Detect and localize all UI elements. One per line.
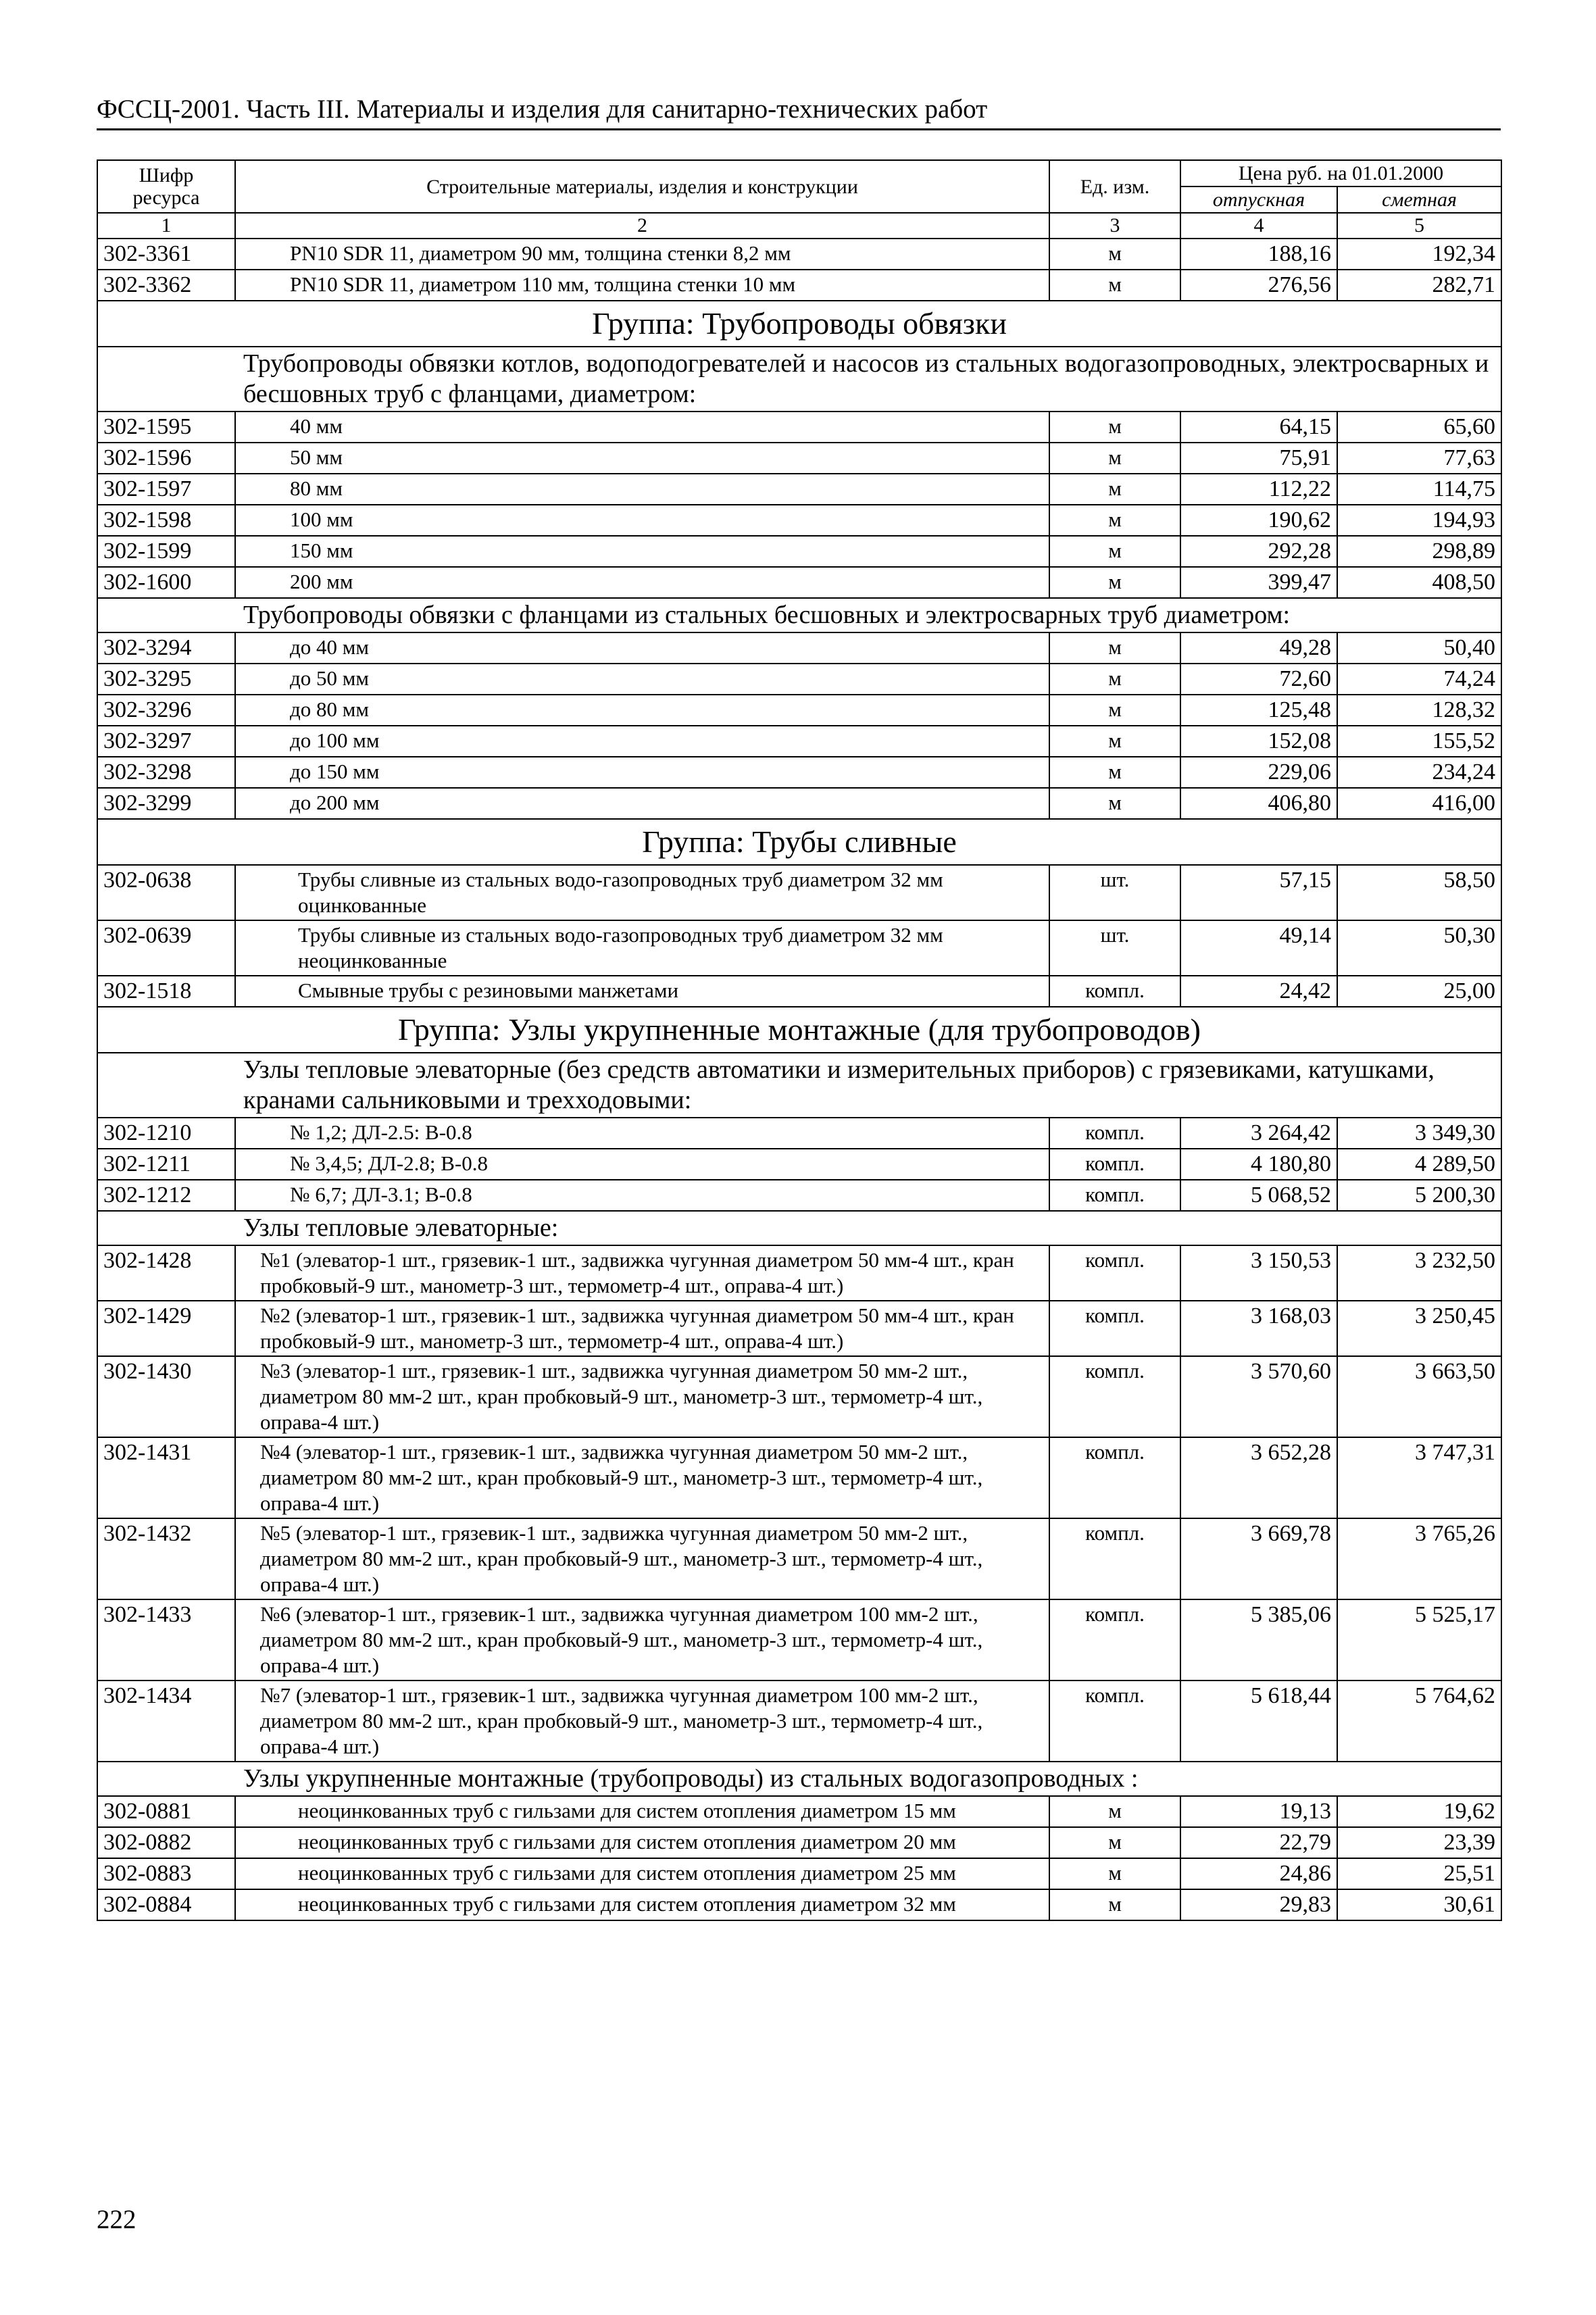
table-row (97, 788, 1501, 819)
release-price: 5 385,06 (1180, 1599, 1337, 1681)
item-name: №4 (элеватор-1 шт., грязевик-1 шт., задвижка чугунная диаметром 50 мм-2 шт., диаметром 80 мм-2 шт., кран пробковый-9 шт., манометр-3 шт., термометр-4 шт., оправа-4 шт.) (235, 1437, 1049, 1518)
release-price: 75,91 (1180, 443, 1337, 474)
unit-cell: м (1049, 695, 1180, 726)
price-table (97, 159, 1502, 1921)
table-row (97, 1518, 1501, 1599)
item-name: до 80 мм (235, 695, 1049, 726)
section-code-cell (97, 1211, 235, 1245)
release-price: 29,83 (1180, 1889, 1337, 1920)
group-title: Группа: Трубопроводы обвязки (97, 301, 1501, 347)
resource-code: 302-0882 (97, 1827, 235, 1858)
unit-cell: м (1049, 1827, 1180, 1858)
item-name: №6 (элеватор-1 шт., грязевик-1 шт., задвижка чугунная диаметром 100 мм-2 шт., диаметром 80 мм-2 шт., кран пробковый-9 шт., манометр-3 шт., термометр-4 шт., оправа-4 шт.) (235, 1599, 1049, 1681)
release-price: 3 264,42 (1180, 1118, 1337, 1149)
table-row (97, 757, 1501, 788)
table-row (97, 1858, 1501, 1889)
item-name: 40 мм (235, 412, 1049, 443)
resource-code: 302-3362 (97, 270, 235, 301)
index-cell: 1 (97, 213, 235, 239)
resource-code: 302-0638 (97, 865, 235, 920)
table-row (97, 567, 1501, 598)
item-name: неоцинкованных труб с гильзами для систем отопления диаметром 32 мм (235, 1889, 1049, 1920)
release-price: 188,16 (1180, 239, 1337, 270)
unit-cell: м (1049, 788, 1180, 819)
release-price: 3 652,28 (1180, 1437, 1337, 1518)
table-row (97, 1681, 1501, 1762)
unit-cell: м (1049, 239, 1180, 270)
resource-code: 302-1434 (97, 1681, 235, 1762)
release-price: 229,06 (1180, 757, 1337, 788)
release-price: 49,14 (1180, 920, 1337, 976)
release-price: 24,86 (1180, 1858, 1337, 1889)
item-name: до 40 мм (235, 632, 1049, 664)
table-row (97, 474, 1501, 505)
resource-code: 302-1518 (97, 976, 235, 1007)
estimate-price: 4 289,50 (1337, 1149, 1501, 1180)
table-row (97, 505, 1501, 536)
table-row (97, 632, 1501, 664)
item-name: неоцинкованных труб с гильзами для систем отопления диаметром 15 мм (235, 1796, 1049, 1827)
release-price: 72,60 (1180, 664, 1337, 695)
unit-cell: м (1049, 1796, 1180, 1827)
estimate-price: 234,24 (1337, 757, 1501, 788)
section-row (97, 1211, 1501, 1245)
item-name: неоцинкованных труб с гильзами для систем отопления диаметром 25 мм (235, 1858, 1049, 1889)
estimate-price: 114,75 (1337, 474, 1501, 505)
index-cell: 3 (1049, 213, 1180, 239)
resource-code: 302-1433 (97, 1599, 235, 1681)
table-row (97, 412, 1501, 443)
estimate-price: 58,50 (1337, 865, 1501, 920)
item-name: PN10 SDR 11, диаметром 90 мм, толщина стенки 8,2 мм (235, 239, 1049, 270)
release-price: 125,48 (1180, 695, 1337, 726)
resource-code: 302-1211 (97, 1149, 235, 1180)
estimate-price: 74,24 (1337, 664, 1501, 695)
item-name: Трубы сливные из стальных водо-газопроводных труб диаметром 32 мм неоцинкованные (235, 920, 1049, 976)
item-name: №1 (элеватор-1 шт., грязевик-1 шт., задвижка чугунная диаметром 50 мм-4 шт., кран пробковый-9 шт., манометр-3 шт., термометр-4 шт., оправа-4 шт.) (235, 1245, 1049, 1301)
unit-cell: м (1049, 726, 1180, 757)
estimate-price: 3 765,26 (1337, 1518, 1501, 1599)
unit-cell: компл. (1049, 1518, 1180, 1599)
resource-code: 302-1600 (97, 567, 235, 598)
page-header: ФССЦ-2001. Часть III. Материалы и изделия для санитарно-технических работ (97, 93, 1501, 130)
unit-cell: м (1049, 1889, 1180, 1920)
estimate-price: 25,51 (1337, 1858, 1501, 1889)
resource-code: 302-0639 (97, 920, 235, 976)
release-price: 3 150,53 (1180, 1245, 1337, 1301)
release-price: 64,15 (1180, 412, 1337, 443)
unit-cell: м (1049, 270, 1180, 301)
unit-cell: компл. (1049, 1356, 1180, 1437)
unit-cell: м (1049, 567, 1180, 598)
release-price: 5 068,52 (1180, 1180, 1337, 1211)
table-row (97, 1245, 1501, 1301)
release-price: 152,08 (1180, 726, 1337, 757)
estimate-price: 3 232,50 (1337, 1245, 1501, 1301)
estimate-price: 5 764,62 (1337, 1681, 1501, 1762)
unit-cell: компл. (1049, 1118, 1180, 1149)
section-row (97, 347, 1501, 412)
resource-code: 302-1210 (97, 1118, 235, 1149)
release-price: 57,15 (1180, 865, 1337, 920)
estimate-price: 282,71 (1337, 270, 1501, 301)
table-row (97, 1149, 1501, 1180)
estimate-price: 298,89 (1337, 536, 1501, 567)
section-code-cell (97, 347, 235, 412)
unit-cell: м (1049, 443, 1180, 474)
item-name: неоцинкованных труб с гильзами для систем отопления диаметром 20 мм (235, 1827, 1049, 1858)
unit-cell: компл. (1049, 1437, 1180, 1518)
table-row (97, 1356, 1501, 1437)
release-price: 3 168,03 (1180, 1301, 1337, 1356)
unit-cell: м (1049, 664, 1180, 695)
resource-code: 302-1430 (97, 1356, 235, 1437)
resource-code: 302-1428 (97, 1245, 235, 1301)
estimate-price: 194,93 (1337, 505, 1501, 536)
estimate-price: 19,62 (1337, 1796, 1501, 1827)
resource-code: 302-1595 (97, 412, 235, 443)
unit-cell: м (1049, 536, 1180, 567)
item-name: до 150 мм (235, 757, 1049, 788)
estimate-price: 3 663,50 (1337, 1356, 1501, 1437)
section-row (97, 1762, 1501, 1796)
item-name: № 1,2; ДЛ-2.5: В-0.8 (235, 1118, 1049, 1149)
estimate-price: 65,60 (1337, 412, 1501, 443)
unit-cell: м (1049, 632, 1180, 664)
resource-code: 302-0883 (97, 1858, 235, 1889)
unit-cell: компл. (1049, 976, 1180, 1007)
unit-cell: м (1049, 757, 1180, 788)
table-row (97, 1118, 1501, 1149)
release-price: 49,28 (1180, 632, 1337, 664)
item-name: № 6,7; ДЛ-3.1; В-0.8 (235, 1180, 1049, 1211)
resource-code: 302-0881 (97, 1796, 235, 1827)
item-name: до 50 мм (235, 664, 1049, 695)
index-cell: 4 (1180, 213, 1337, 239)
section-title: Трубопроводы обвязки котлов, водоподогревателей и насосов из стальных водогазопроводных, электросварных и бесшовных труб с фланцами, диаметром: (235, 347, 1501, 412)
release-price: 112,22 (1180, 474, 1337, 505)
resource-code: 302-1431 (97, 1437, 235, 1518)
index-cell: 5 (1337, 213, 1501, 239)
page-number: 222 (97, 2205, 136, 2234)
header-code: Шифр ресурса (97, 160, 235, 213)
item-name: до 200 мм (235, 788, 1049, 819)
unit-cell: компл. (1049, 1149, 1180, 1180)
unit-cell: шт. (1049, 920, 1180, 976)
section-title: Узлы тепловые элеваторные (без средств автоматики и измерительных приборов) с грязевиками, катушками, кранами сальниковыми и трехходовыми: (235, 1053, 1501, 1118)
unit-cell: м (1049, 505, 1180, 536)
section-title: Узлы тепловые элеваторные: (235, 1211, 1501, 1245)
table-row (97, 1180, 1501, 1211)
estimate-price: 408,50 (1337, 567, 1501, 598)
table-row (97, 976, 1501, 1007)
estimate-price: 3 349,30 (1337, 1118, 1501, 1149)
unit-cell: компл. (1049, 1301, 1180, 1356)
section-row (97, 598, 1501, 632)
unit-cell: шт. (1049, 865, 1180, 920)
table-row (97, 664, 1501, 695)
estimate-price: 23,39 (1337, 1827, 1501, 1858)
resource-code: 302-3297 (97, 726, 235, 757)
release-price: 4 180,80 (1180, 1149, 1337, 1180)
item-name: №3 (элеватор-1 шт., грязевик-1 шт., задвижка чугунная диаметром 50 мм-2 шт., диаметром 80 мм-2 шт., кран пробковый-9 шт., манометр-3 шт., термометр-4 шт., оправа-4 шт.) (235, 1356, 1049, 1437)
table-row (97, 695, 1501, 726)
estimate-price: 50,40 (1337, 632, 1501, 664)
section-title: Узлы укрупненные монтажные (трубопроводы) из стальных водогазопроводных : (235, 1762, 1501, 1796)
resource-code: 302-1432 (97, 1518, 235, 1599)
estimate-price: 192,34 (1337, 239, 1501, 270)
resource-code: 302-3299 (97, 788, 235, 819)
unit-cell: компл. (1049, 1599, 1180, 1681)
table-row (97, 1827, 1501, 1858)
table-row (97, 270, 1501, 301)
estimate-price: 416,00 (1337, 788, 1501, 819)
estimate-price: 3 747,31 (1337, 1437, 1501, 1518)
resource-code: 302-1597 (97, 474, 235, 505)
resource-code: 302-1599 (97, 536, 235, 567)
item-name: № 3,4,5; ДЛ-2.8; В-0.8 (235, 1149, 1049, 1180)
resource-code: 302-1598 (97, 505, 235, 536)
release-price: 190,62 (1180, 505, 1337, 536)
unit-cell: компл. (1049, 1245, 1180, 1301)
unit-cell: м (1049, 412, 1180, 443)
column-header-row (97, 160, 1501, 186)
section-row (97, 1053, 1501, 1118)
table-row (97, 443, 1501, 474)
table-row (97, 239, 1501, 270)
item-name: Трубы сливные из стальных водо-газопроводных труб диаметром 32 мм оцинкованные (235, 865, 1049, 920)
header-name: Строительные материалы, изделия и конструкции (235, 160, 1049, 213)
section-code-cell (97, 1053, 235, 1118)
item-name: 150 мм (235, 536, 1049, 567)
item-name: до 100 мм (235, 726, 1049, 757)
item-name: 80 мм (235, 474, 1049, 505)
estimate-price: 3 250,45 (1337, 1301, 1501, 1356)
group-title-row (97, 301, 1501, 347)
resource-code: 302-3298 (97, 757, 235, 788)
release-price: 22,79 (1180, 1827, 1337, 1858)
estimate-price: 128,32 (1337, 695, 1501, 726)
section-title: Трубопроводы обвязки с фланцами из стальных бесшовных и электросварных труб диаметром: (235, 598, 1501, 632)
group-title-row (97, 1007, 1501, 1053)
unit-cell: компл. (1049, 1180, 1180, 1211)
resource-code: 302-3294 (97, 632, 235, 664)
table-row (97, 1599, 1501, 1681)
section-code-cell (97, 1762, 235, 1796)
estimate-price: 30,61 (1337, 1889, 1501, 1920)
item-name: 100 мм (235, 505, 1049, 536)
table-row (97, 865, 1501, 920)
table-row (97, 1796, 1501, 1827)
group-title-row (97, 819, 1501, 865)
item-name: №7 (элеватор-1 шт., грязевик-1 шт., задвижка чугунная диаметром 100 мм-2 шт., диаметром 80 мм-2 шт., кран пробковый-9 шт., манометр-3 шт., термометр-4 шт., оправа-4 шт.) (235, 1681, 1049, 1762)
column-index-row (97, 213, 1501, 239)
release-price: 406,80 (1180, 788, 1337, 819)
header-price-release: отпускная (1180, 186, 1337, 213)
table-row (97, 726, 1501, 757)
resource-code: 302-3361 (97, 239, 235, 270)
item-name: Смывные трубы с резиновыми манжетами (235, 976, 1049, 1007)
release-price: 24,42 (1180, 976, 1337, 1007)
index-cell: 2 (235, 213, 1049, 239)
table-row (97, 1437, 1501, 1518)
table-row (97, 536, 1501, 567)
release-price: 19,13 (1180, 1796, 1337, 1827)
group-title: Группа: Узлы укрупненные монтажные (для трубопроводов) (97, 1007, 1501, 1053)
resource-code: 302-0884 (97, 1889, 235, 1920)
item-name: №2 (элеватор-1 шт., грязевик-1 шт., задвижка чугунная диаметром 50 мм-4 шт., кран пробковый-9 шт., манометр-3 шт., термометр-4 шт., оправа-4 шт.) (235, 1301, 1049, 1356)
table-row (97, 1889, 1501, 1920)
section-code-cell (97, 598, 235, 632)
release-price: 3 570,60 (1180, 1356, 1337, 1437)
release-price: 5 618,44 (1180, 1681, 1337, 1762)
estimate-price: 5 200,30 (1337, 1180, 1501, 1211)
estimate-price: 5 525,17 (1337, 1599, 1501, 1681)
resource-code: 302-3296 (97, 695, 235, 726)
unit-cell: компл. (1049, 1681, 1180, 1762)
unit-cell: м (1049, 1858, 1180, 1889)
header-price-estimate: сметная (1337, 186, 1501, 213)
item-name: 200 мм (235, 567, 1049, 598)
release-price: 292,28 (1180, 536, 1337, 567)
item-name: PN10 SDR 11, диаметром 110 мм, толщина стенки 10 мм (235, 270, 1049, 301)
unit-cell: м (1049, 474, 1180, 505)
resource-code: 302-1429 (97, 1301, 235, 1356)
table-row (97, 920, 1501, 976)
estimate-price: 155,52 (1337, 726, 1501, 757)
item-name: №5 (элеватор-1 шт., грязевик-1 шт., задвижка чугунная диаметром 50 мм-2 шт., диаметром 80 мм-2 шт., кран пробковый-9 шт., манометр-3 шт., термометр-4 шт., оправа-4 шт.) (235, 1518, 1049, 1599)
release-price: 276,56 (1180, 270, 1337, 301)
group-title: Группа: Трубы сливные (97, 819, 1501, 865)
release-price: 3 669,78 (1180, 1518, 1337, 1599)
table-row (97, 1301, 1501, 1356)
estimate-price: 77,63 (1337, 443, 1501, 474)
header-price: Цена руб. на 01.01.2000 (1180, 160, 1501, 186)
header-unit: Ед. изм. (1049, 160, 1180, 213)
resource-code: 302-1596 (97, 443, 235, 474)
estimate-price: 50,30 (1337, 920, 1501, 976)
item-name: 50 мм (235, 443, 1049, 474)
release-price: 399,47 (1180, 567, 1337, 598)
resource-code: 302-3295 (97, 664, 235, 695)
estimate-price: 25,00 (1337, 976, 1501, 1007)
resource-code: 302-1212 (97, 1180, 235, 1211)
